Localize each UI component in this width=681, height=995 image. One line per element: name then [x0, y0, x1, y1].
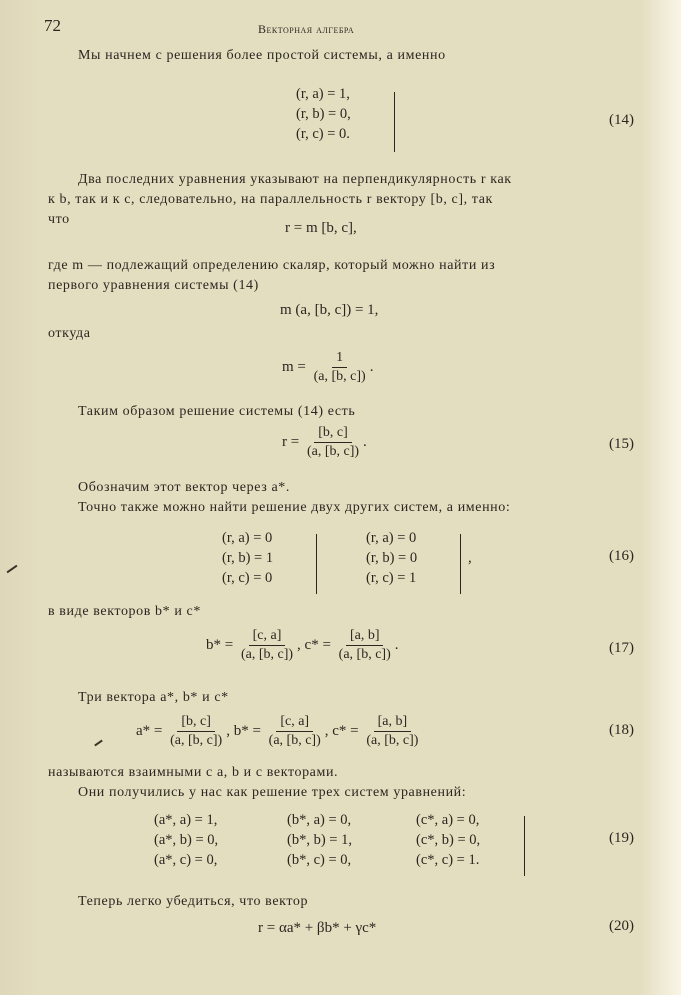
system-brace: [460, 534, 461, 594]
eq14-line: (r, c) = 0.: [296, 126, 350, 142]
equation-19-col-1: (a*, a) = 1, (a*, b) = 0, (a*, c) = 0,: [154, 812, 219, 868]
eq14-line: (r, b) = 0,: [296, 106, 351, 122]
fraction: $\frac{[c, a]}{(a, [b, c])}$: [240, 628, 294, 662]
fraction: $\frac{[b, c]}{(a, [b, c])}$: [170, 714, 223, 748]
equation-number-18: (18): [609, 722, 634, 738]
equation-number-19: (19): [609, 830, 634, 846]
pencil-mark: [7, 565, 18, 574]
fraction: $\frac{[a, b]}{(a, [b, c])}$: [338, 628, 391, 662]
fraction: $\frac{[c, a]}{(a, [b, c])}$: [268, 714, 321, 748]
equation-number-20: (20): [609, 918, 634, 934]
paragraph-12: Теперь легко убедиться, что вектор: [78, 894, 309, 909]
fraction: $\frac{1}{(a, [b, c])}$: [313, 350, 366, 384]
paragraph-2-line-1: Два последних уравнения указывают на перпендикулярность r как: [78, 172, 512, 187]
system-brace: [524, 816, 525, 876]
paragraph-2-line-3: что: [48, 212, 70, 227]
paragraph-10: называются взаимными с a, b и c векторами.: [48, 765, 339, 780]
equation-15: r = $\frac{[b, c]}{(a, [b, c])}$ .: [282, 425, 367, 459]
equation-number-16: (16): [609, 548, 634, 564]
paragraph-3-line-2: первого уравнения системы (14): [48, 278, 259, 293]
fraction: $\frac{[b, c]}{(a, [b, c])}$: [306, 425, 360, 459]
paragraph-7: Точно также можно найти решение двух других систем, а именно:: [78, 500, 511, 515]
equation-16-left-system: (r, a) = 0 (r, b) = 1 (r, c) = 0: [222, 530, 274, 586]
eq14-line: (r, a) = 1,: [296, 86, 350, 102]
page-number: 72: [44, 16, 61, 35]
paragraph-8: в виде векторов b* и c*: [48, 604, 201, 619]
paragraph-4: откуда: [48, 326, 91, 341]
equation-m-condition: m (a, [b, c]) = 1,: [280, 302, 379, 318]
fraction: $\frac{[a, b]}{(a, [b, c])}$: [366, 714, 419, 748]
system-brace: [394, 92, 395, 152]
comma: ,: [468, 550, 472, 566]
equation-m: m = $\frac{1}{(a, [b, c])}$ .: [282, 350, 374, 384]
system-brace: [316, 534, 317, 594]
equation-number-14: (14): [609, 112, 634, 128]
paragraph-3-line-1: где m — подлежащий определению скаляр, который можно найти из: [48, 258, 496, 273]
equation-16-right-system: (r, a) = 0 (r, b) = 0 (r, c) = 1: [366, 530, 418, 586]
paragraph-6: Обозначим этот вектор через a*.: [78, 480, 290, 495]
paragraph-2-line-2: к b, так и к c, следовательно, на параллельность r вектору [b, c], так: [48, 192, 493, 207]
equation-19-col-2: (b*, a) = 0, (b*, b) = 1, (b*, c) = 0,: [287, 812, 352, 868]
equation-number-17: (17): [609, 640, 634, 656]
equation-17: b* = $\frac{[c, a]}{(a, [b, c])}$ , c* = $\frac{[a, b]}{(a, [b, c])}$ .: [206, 628, 399, 662]
pencil-mark: [94, 740, 103, 747]
equation-19-col-3: (c*, a) = 0, (c*, b) = 0, (c*, c) = 1.: [416, 812, 481, 868]
paragraph-9: Три вектора a*, b* и c*: [78, 690, 229, 705]
equation-r-m: r = m [b, c],: [285, 220, 357, 236]
running-title: Векторная алгебра: [258, 22, 355, 36]
equation-18: a* = $\frac{[b, c]}{(a, [b, c])}$ , b* = $\frac{[c, a]}{(a, [b, c])}$ , c* = $\frac{[a, b]}{(a, [b, c])}$: [136, 714, 422, 749]
paragraph-1: Мы начнем с решения более простой системы, а именно: [78, 48, 446, 63]
paragraph-5: Таким образом решение системы (14) есть: [78, 404, 356, 419]
equation-number-15: (15): [609, 436, 634, 452]
paragraph-11: Они получились у нас как решение трех систем уравнений:: [78, 785, 467, 800]
equation-20: r = αa* + βb* + γc*: [258, 920, 377, 936]
equation-14-system: [296, 84, 351, 144]
